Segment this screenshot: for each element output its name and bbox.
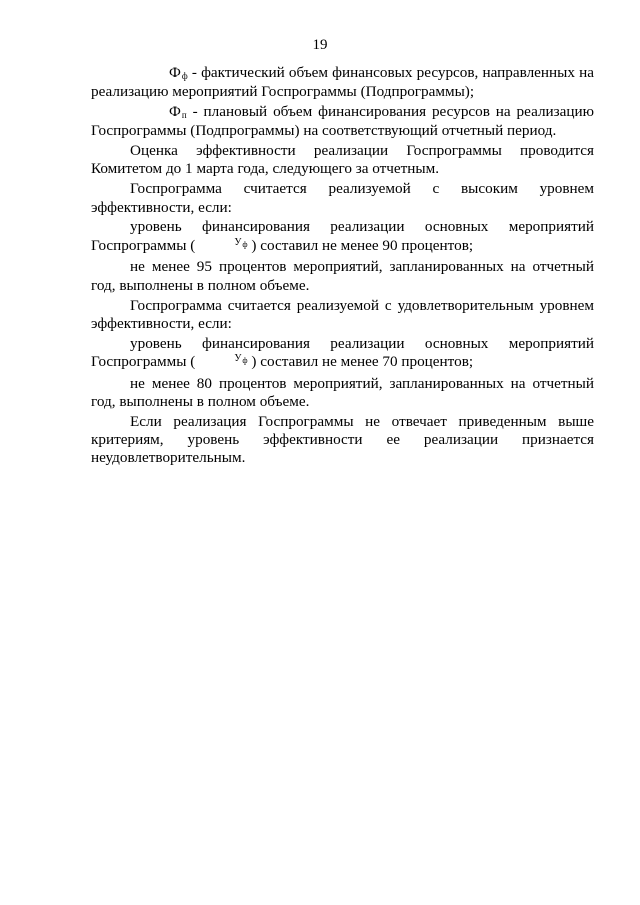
paragraph-text: ) составил не менее 70 процентов; <box>247 352 474 370</box>
document-body <box>91 64 594 468</box>
paragraph-high-efficiency: Госпрограмма считается реализуемой с высоким уровнем эффективности, если: <box>91 180 594 216</box>
paragraph-text: уровень финансирования реализации основных мероприятий Госпрограммы ( <box>91 334 594 370</box>
paragraph-satisfactory-efficiency: Госпрограмма считается реализуемой с удовлетворительным уровнем эффективности, если: <box>91 296 594 332</box>
paragraph-funding-90 <box>91 218 594 257</box>
page-number: 19 <box>312 37 328 53</box>
paragraph-measures-95: не менее 95 процентов мероприятий, запланированных на отчетный год, выполнены в полном объеме. <box>91 258 594 294</box>
paragraph-text: - фактический объем финансовых ресурсов, направленных на реализацию мероприятий Госпрограммы (Подпрограммы); <box>91 64 594 101</box>
paragraph-text: ) составил не менее 90 процентов; <box>247 236 474 254</box>
symbol-u-f: $^У$ф <box>234 352 248 365</box>
paragraph-text: уровень финансирования реализации основных мероприятий Госпрограммы ( <box>91 218 594 254</box>
symbol-f-fact: Фф <box>169 65 188 81</box>
symbol-f-plan: Фп <box>169 104 187 121</box>
paragraph-text: - плановый объем финансирования ресурсов на реализацию Госпрограммы (Подпрограммы) на соответствующий отчетный период. <box>91 103 594 140</box>
paragraph-evaluation: Оценка эффективности реализации Госпрограммы проводится Комитетом до 1 марта года, следующего за отчетным. <box>91 142 594 178</box>
paragraph-measures-80: не менее 80 процентов мероприятий, запланированных на отчетный год, выполнены в полном объеме. <box>91 374 594 411</box>
paragraph-unsatisfactory: Если реализация Госпрограммы не отвечает приведенным выше критериям, уровень эффективности ее реализации признается неудовлетворительным. <box>91 412 594 467</box>
paragraph-plan-volume <box>91 103 594 141</box>
symbol-u-f: $^У$ф <box>234 236 248 249</box>
paragraph-funding-70 <box>91 335 594 374</box>
paragraph-fact-volume <box>91 64 594 102</box>
